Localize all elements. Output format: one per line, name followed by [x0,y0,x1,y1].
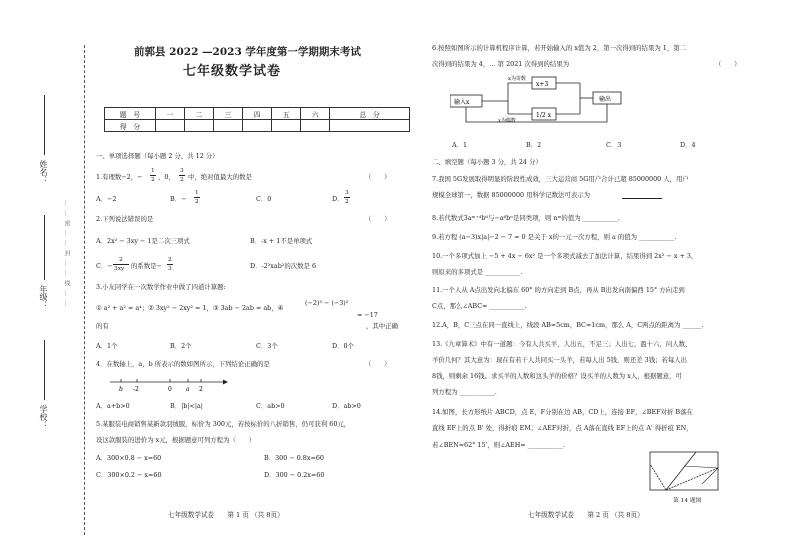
q2-option-d: D．-2²xab²的次数是 6 [250,262,317,270]
q1-optd-frac-den: 2 [345,199,349,205]
q12-text: 12.A，B，C三点在同一直线上，线段 AB=5cm，BC=1cm，那么 A，C两点的距离为 ______. [432,321,704,329]
q1-frac2-den: 2 [180,177,184,183]
exam-title: 前郭县 2022 —2023 学年度第一学期期末考试 [134,46,361,58]
q1-frac2-num: 3 [180,168,184,174]
flow-output-label: 输出 [599,96,612,103]
q1-text-b: ，0， [158,173,175,181]
q4-option-a: A．a+b>0 [96,402,130,410]
q4-option-d: D．ab>0 [332,402,361,410]
school-line [44,340,45,400]
q2-answer-paren[interactable]: （ ） [365,215,391,223]
flow-op2-label: 1/2 x [536,112,551,119]
flow-label-odd: x为奇数 [508,76,526,82]
q3-option-b: B．2个 [170,342,192,350]
axis-label-a: a [186,386,190,393]
q14-text-b: 直线 EF上的点 B' 处，得折痕 EM；∠AEF对折，点 A落在直线 EF上的点 A' 得折痕 EN， [432,424,693,432]
q1-optd-frac-num: 3 [345,190,349,196]
q3-formulas: ① a² + a² = a⁴；② 3xy² − 2xy² = 1，③ 3ab − 2ab = ab，④ [96,304,284,312]
score-input[interactable] [243,120,272,132]
score-input[interactable] [272,120,301,132]
section-1-heading: 一、单项选择题（每小题 2 分，共 12 分） [96,152,219,160]
q6-option-c: C．3 [606,141,622,149]
q4-text: 4．在数轴上，a，b 所表示的数如图所示，下列结论正确的是 [96,360,270,368]
score-cell: 题 号 [105,108,156,120]
q2-text: 2.下列说法错误的是 [96,215,154,223]
q6-option-d: D．4 [680,141,696,149]
q1-answer-paren[interactable]: （ ） [365,173,391,181]
q2-frac-den: 3xy [114,266,125,272]
q5-text: 5.某服装电商销售某新款羽绒服，标价为 300元，若按标价的八折销售，仍可获利 60元， [96,420,351,428]
score-value-row [105,120,410,132]
folded-corner [684,466,718,484]
exam-subtitle: 七年级数学试卷 [183,64,282,79]
score-cell: 总 分 [330,108,410,120]
left-page-footer: 七年级数学试卷 第 1 页 （共 8页） [168,511,284,519]
score-cell: 六 [301,108,330,120]
axis-label-neg2: -2 [133,386,139,393]
figure-14-caption: 第 14 题图 [673,498,702,504]
q8-text: 8.若代数式3aᵐ⁺⁴b⁶与−a⁶bⁿ是同类项，则 nᵐ的值为 ___________. [432,214,620,222]
class-line [44,215,45,280]
seal-text: ……密……封……线…… [63,200,70,310]
axis-label-b: b [119,386,123,393]
flow-op1-label: x+3 [536,81,549,88]
q1-option-c: C．0 [256,195,272,203]
q6-text: 6.按照如图所示的计算机程序计算，若开始输入的 x值为 2，第一次得到的结果为 1，第二 [432,44,686,52]
q2-frac2-den: 3 [168,266,172,272]
number-line-figure [108,374,228,394]
q1-optb-frac-den: 2 [195,199,199,205]
score-input[interactable] [214,120,243,132]
q5-option-b: B．300 − 0.8x=60 [264,454,324,462]
q1-option-d: D． [332,195,344,203]
school-label: 学校： [39,405,48,429]
fold-line-em [666,468,718,490]
q3-correct-label: ，其中正确 [366,322,398,330]
q3-formula-4-num: (−2)³ − (−3)² [305,299,349,307]
q1-option-b: B．− [170,195,187,203]
flow-label-even: x为偶数 [498,118,516,124]
q2-option-b: B．-x + 1不是单项式 [250,237,313,245]
q5-option-d: D．300 − 0.2x=60 [264,471,325,479]
q7-text-b: 规模全球第一，数据 85000000 用科学记数法可表示为 [432,191,591,199]
score-cell: 二 [185,108,214,120]
score-input[interactable] [330,120,410,132]
q1-option-a: A．−2 [96,195,117,203]
flow-input-label: 输入x [454,99,470,106]
name-line [44,95,45,155]
score-input[interactable] [156,120,185,132]
fold-line-ef [666,452,696,490]
seal-line [84,45,85,535]
q5-text-b: 设这款服装的进价为 x元，根据题意可列方程为（ ） [96,436,256,444]
q11-text-b: C点，那么∠ABC= ___________. [432,302,527,310]
q3-option-c: C．3个 [256,342,278,350]
q4-option-c: C．ab>0 [256,402,285,410]
q3-text-e: 的有 [96,322,109,330]
right-page-footer: 七年级数学试卷 第 2 页 （共 8页） [528,511,644,519]
q14-text-c: 若∠BEN=62° 15'，则∠AEH= ___________. [432,441,565,449]
q5-option-c: C．300×0.2 − x=60 [96,471,162,479]
q3-formula-4-val: = −17 [357,311,378,319]
q2-option-a: A．2x² − 3xy − 1是二次三项式 [96,237,190,245]
score-header-row [105,108,410,120]
q7-text: 7.我国 5G发展取得明显的阶段性成效，三大运营商 5G用户合计已超 85000000 人，用户 [432,175,689,183]
geometry-figure [644,448,724,496]
q3-option-a: A．1个 [96,342,118,350]
score-cell: 一 [156,108,185,120]
score-input[interactable] [301,120,330,132]
q6-answer-paren[interactable]: （ ） [715,60,741,68]
axis-label-2: 2 [199,386,203,393]
q3-option-d: D．0个 [332,342,354,350]
q6-option-b: B．2 [526,141,542,149]
q11-text: 11.一个人从 A点出发向北偏东 60° 的方向走到 B点，再从 B出发向南偏西 15° 方向走到 [432,286,685,294]
score-cell: 四 [243,108,272,120]
q4-option-b: B．|b|<|a| [170,402,203,410]
score-cell: 三 [214,108,243,120]
q7-answer-blank[interactable] [622,198,662,199]
q4-answer-paren[interactable]: （ ） [365,360,391,368]
q10-text-b: 则原来的多项式是 ___________. [432,268,523,276]
q13-text: 13.《九章算术》中有一道题：今有人共买羊，人出五，不足三；人出七，盈十六，问人数、 [432,340,692,348]
class-label: 年级： [39,285,48,309]
axis-arrow-icon [223,380,228,385]
rectangle-abcd [650,452,718,490]
q1-text: 1.有理数−2，− [96,173,143,181]
q2-option-c: C．− [96,262,113,270]
q5-option-a: A．300×0.8 − x=60 [96,454,162,462]
score-cell: 五 [272,108,301,120]
q2-frac-num: 2 [119,257,123,263]
q2-option-c-b: 的系数是− [131,262,162,270]
q1-optb-frac-num: 1 [195,190,199,196]
name-label: 姓名： [39,160,48,184]
flowchart-figure [450,74,625,124]
q3-text: 3.小友同学在一次数学作业中做了四道计算题: [96,283,226,291]
q1-frac1-num: 1 [151,168,155,174]
axis-label-0: 0 [168,386,172,393]
q13-text-b: 羊价几何？其大意为：现在有若干人共同买一头羊，若每人出 5钱，则还差 3钱；若每人出 [432,356,688,364]
q14-text: 14.如图，长方形纸片 ABCD，点 E，F分别在边 AB，CD上，连接 EF，∠BEF对折 B落在 [432,408,693,416]
fold-line-en [650,464,666,490]
q6-option-a: A．1 [452,141,468,149]
q1-text-c: 中，绝对值最大的数是 [188,173,252,181]
q2-frac2-num: 2 [168,257,172,263]
score-cell: 得 分 [105,120,156,132]
q9-text: 9.若方程 (a−3)x|a|−2 − 7 = 0 是关于 x的一元一次方程，则 a 的值为 ___________. [432,233,677,241]
q6-text-b: 次得到的结果为 4，… 第 2021 次得到的结果为 [432,60,570,68]
q1-frac1-den: 2 [151,177,155,183]
score-input[interactable] [185,120,214,132]
section-2-heading: 二、填空题（每小题 3 分，共 24 分） [432,158,542,166]
q13-text-c: 8钱，则剩余 16钱。求买羊的人数和这头羊的价格？设买羊的人数为 x人，根据题意，可 [432,372,682,380]
score-table [104,107,410,132]
q10-text: 10.一个多项式加上 −5 + 4x − 6x² 是一个多项式减去了加法计算，结果得到 2x² − x + 3， [432,252,698,260]
q13-text-d: 列方程为 ___________. [432,388,497,396]
